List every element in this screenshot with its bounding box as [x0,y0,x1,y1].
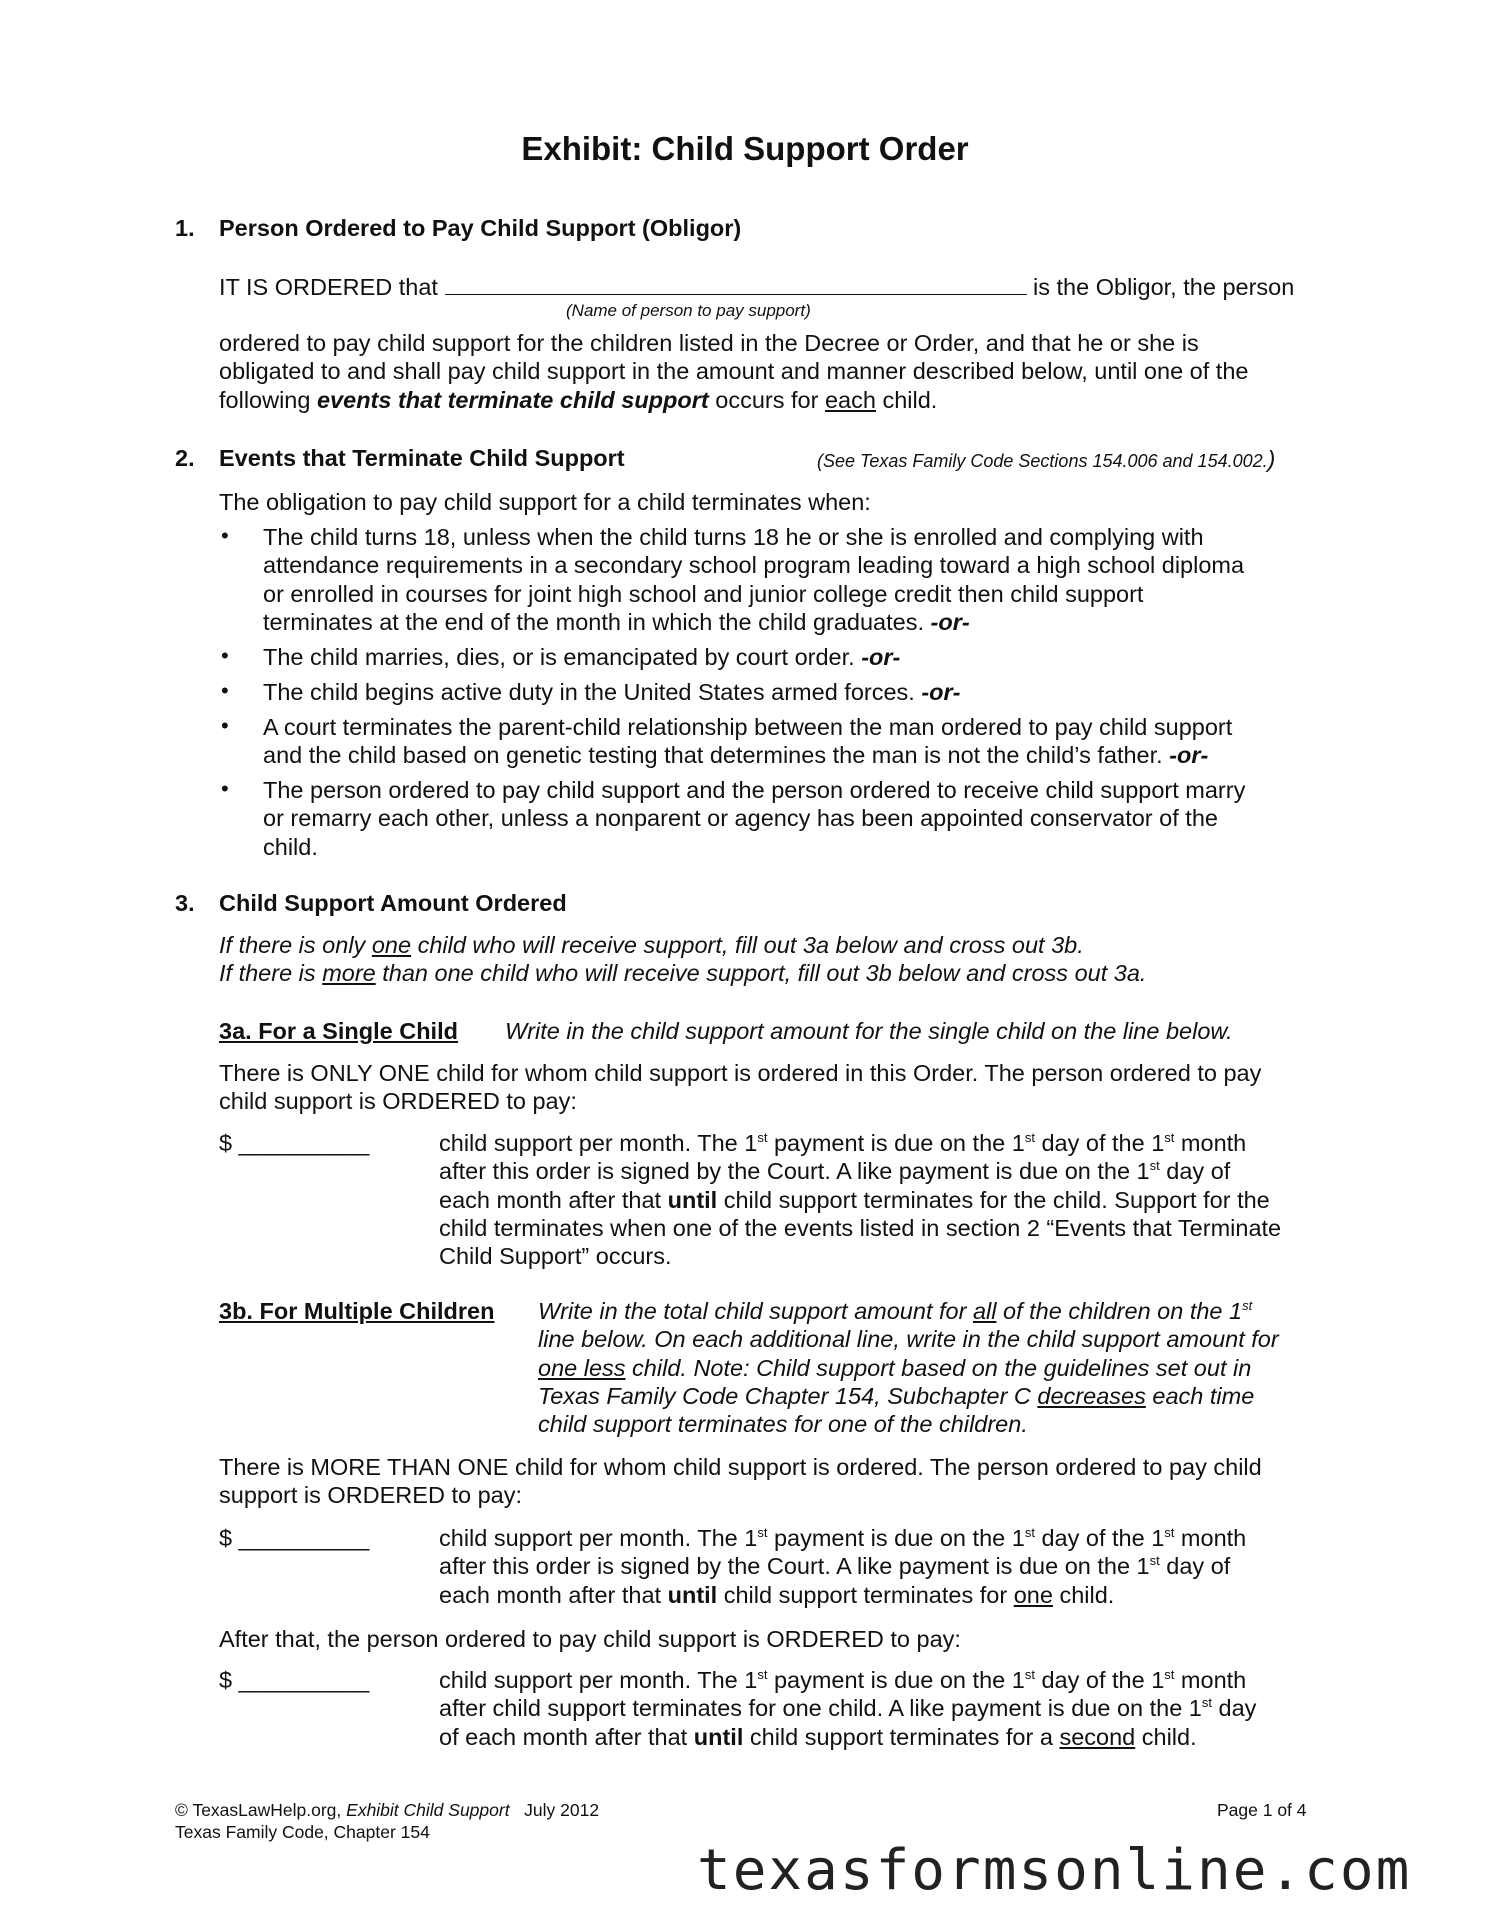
bullet-dot: • [221,678,229,703]
obligor-name-field[interactable] [445,272,1027,295]
bullet-dot: • [221,776,229,801]
section-3-heading: Child Support Amount Ordered [219,890,567,916]
page-number: Page 1 of 4 [1217,1800,1307,1820]
watermark: texasformsonline.com [697,1838,1412,1903]
subsection-3a-instruction: Write in the child support amount for the single child on the line below. [505,1018,1233,1044]
section-1-text-line: obligated to and shall pay child support in the amount and manner described below, until one of the [219,358,1249,385]
obligor-line [219,272,1294,301]
amount-field-3a[interactable]: $ __________ [219,1130,370,1156]
subsection-3a-paragraph: There is ONLY ONE child for whom child support is ordered in this Order. The person ordered to pay child support is ORDERED to pay: [219,1060,1262,1115]
section-2-reference: (See Texas Family Code Sections 154.006 and 154.002.) [817,446,1276,472]
bullet-item-3: The child begins active duty in the United States armed forces. -or- [263,679,961,705]
amount-field-3b-second[interactable]: $ __________ [219,1667,370,1693]
subsection-3a-heading: 3a. For a Single Child [219,1018,458,1044]
obligor-after-line: is the Obligor, the person [1033,274,1295,300]
subsection-3a-terms: child support per month. The 1st payment is due on the 1st day of the 1st month after this order is signed by the Court. A like payment is due on the 1st day of each month after that until child support terminates for the child. Support for the child terminates when one of the events listed in section 2 “Events that Terminate Child Support” occurs. [439,1130,1282,1270]
section-3-number: 3. [175,890,195,916]
document-title: Exhibit: Child Support Order [521,130,969,167]
section-2-heading: Events that Terminate Child Support [219,445,625,471]
obligor-intro: IT IS ORDERED that [219,274,438,300]
bullet-dot: • [221,523,229,548]
bullet-item-2: The child marries, dies, or is emancipated by court order. -or- [263,644,901,670]
subsection-3b-paragraph: There is MORE THAN ONE child for whom child support is ordered. The person ordered to pay child support is ORDERED to pay: [219,1454,1262,1509]
footer-left: © TexasLawHelp.org, Exhibit Child Support July 2012 Texas Family Code, Chapter 154 [175,1800,600,1842]
subsection-3b-instruction: Write in the total child support amount for all of the children on the 1st line below. On each additional line, write in the child support amount for one less child. Note: Child support based on the guidelines set out in Texas Family Code Chapter 154, Subchapter C decreases each time child support terminates for one of the children. [538,1298,1279,1438]
bullet-item-5: The person ordered to pay child support and the person ordered to receive child support marry or remarry each other, unless a nonparent or agency has been appointed conservator of the child. [263,777,1246,860]
section-1-number: 1. [175,215,195,241]
amount-field-3b-first[interactable]: $ __________ [219,1525,370,1551]
bullet-dot: • [221,643,229,668]
section-2-number: 2. [175,445,195,471]
section-1-heading: Person Ordered to Pay Child Support (Obligor) [219,215,742,241]
section-1-text-line: following events that terminate child support occurs for each child. [219,386,938,413]
obligor-line-caption: (Name of person to pay support) [566,301,811,320]
subsection-3b-terms-first: child support per month. The 1st payment is due on the 1st day of the 1st month after this order is signed by the Court. A like payment is due on the 1st day of each month after that until child support terminates for one child. [439,1525,1247,1608]
bullet-dot: • [221,713,229,738]
subsection-3b-heading: 3b. For Multiple Children [219,1298,495,1324]
after-that-text: After that, the person ordered to pay child support is ORDERED to pay: [219,1626,961,1652]
section-3-instructions: If there is only one child who will receive support, fill out 3a below and cross out 3b. If there is more than one child who will receive support, fill out 3b below and cross out 3a. [219,932,1147,987]
bullet-item-1: The child turns 18, unless when the child turns 18 he or she is enrolled and complying with attendance requirements in a secondary school program leading toward a high school diploma or enrolled in courses for joint high school and junior college credit then child support terminates at the end of the month in which the child graduates. -or- [263,524,1245,635]
section-2-intro: The obligation to pay child support for a child terminates when: [219,489,871,515]
bullet-item-4: A court terminates the parent-child relationship between the man ordered to pay child support and the child based on genetic testing that determines the man is not the child’s father. -or- [263,714,1233,769]
section-1-text-line: ordered to pay child support for the children listed in the Decree or Order, and that he or she is [219,330,1199,356]
subsection-3b-terms-second: child support per month. The 1st payment is due on the 1st day of the 1st month after child support terminates for one child. A like payment is due on the 1st day of each month after that until child support terminates for a second child. [439,1667,1257,1750]
section-1-paragraph [219,329,1248,414]
